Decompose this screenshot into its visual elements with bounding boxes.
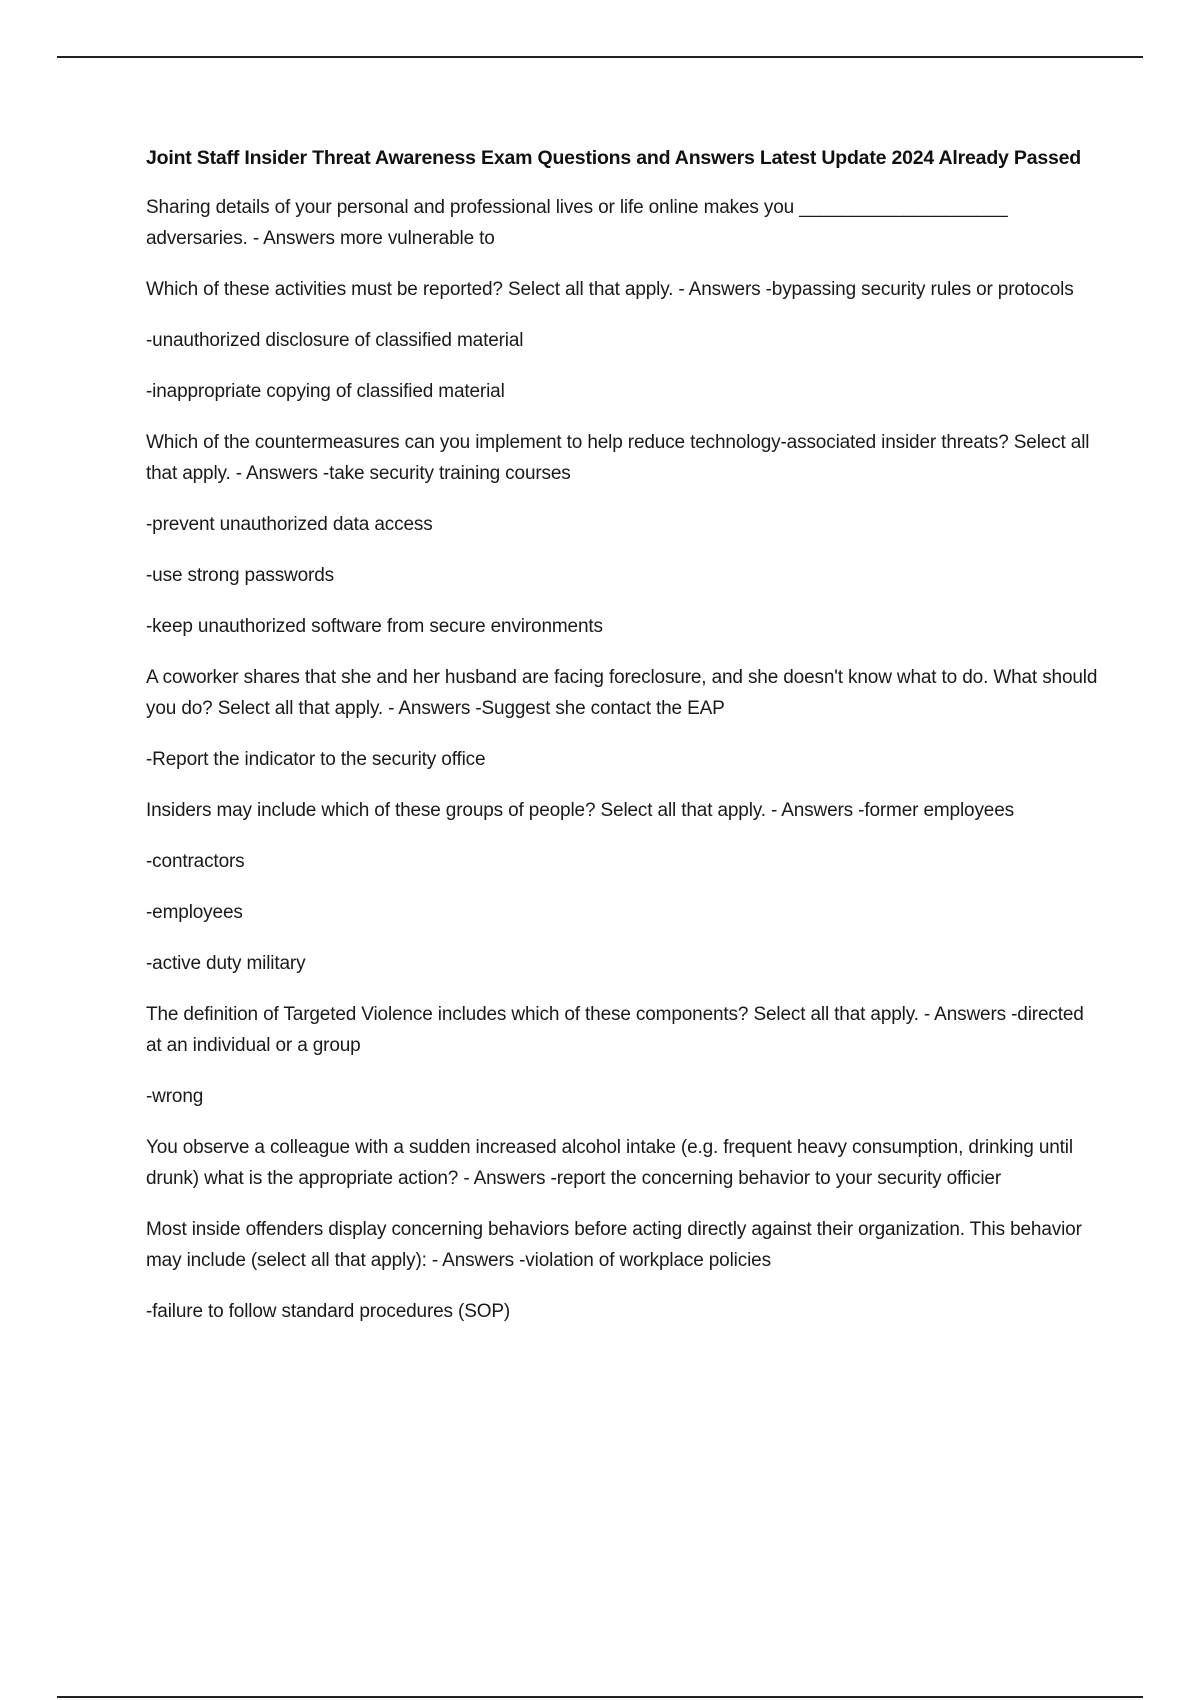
paragraph: -unauthorized disclosure of classified material xyxy=(146,330,524,351)
paragraph: -prevent unauthorized data access xyxy=(146,514,433,535)
paragraph: -failure to follow standard procedures (SOP) xyxy=(146,1301,511,1322)
paragraph: Most inside offenders display concerning behaviors before acting directly against their organization. This behavior may include (select all that apply): - Answers -violation of workplace policies xyxy=(146,1219,1082,1271)
footer-rule xyxy=(57,1696,1143,1698)
paragraph: -employees xyxy=(146,902,243,923)
paragraph: A coworker shares that she and her husband are facing foreclosure, and she doesn't know what to do. What should you do? Select all that apply. - Answers -Suggest she contact the EAP xyxy=(146,667,1098,719)
header-rule xyxy=(57,56,1143,58)
paragraph: -Report the indicator to the security office xyxy=(146,749,486,770)
paragraph: -contractors xyxy=(146,851,245,872)
paragraph: You observe a colleague with a sudden increased alcohol intake (e.g. frequent heavy consumption, drinking until drunk) what is the appropriate action? - Answers -report the concerning behavior to your security officier xyxy=(146,1137,1073,1189)
paragraph: -use strong passwords xyxy=(146,565,334,586)
paragraph: Insiders may include which of these groups of people? Select all that apply. - Answers -former employees xyxy=(146,800,1014,821)
document-title: Joint Staff Insider Threat Awareness Exam Questions and Answers Latest Update 2024 Already Passed xyxy=(146,147,1081,169)
paragraph: -wrong xyxy=(146,1086,204,1107)
paragraph: Sharing details of your personal and professional lives or life online makes you ____________________ adversaries. - Answers more vulnerable to xyxy=(146,197,1008,249)
paragraph: -active duty military xyxy=(146,953,306,974)
paragraph: -inappropriate copying of classified material xyxy=(146,381,505,402)
paragraph: The definition of Targeted Violence includes which of these components? Select all that apply. - Answers -directed at an individual or a group xyxy=(146,1004,1084,1056)
paragraph: Which of these activities must be reported? Select all that apply. - Answers -bypassing security rules or protocols xyxy=(146,279,1074,300)
paragraph: -keep unauthorized software from secure environments xyxy=(146,616,603,637)
paragraph: Which of the countermeasures can you implement to help reduce technology-associated insider threats? Select all that apply. - Answers -take security training courses xyxy=(146,432,1090,484)
document-body xyxy=(146,144,1098,1347)
